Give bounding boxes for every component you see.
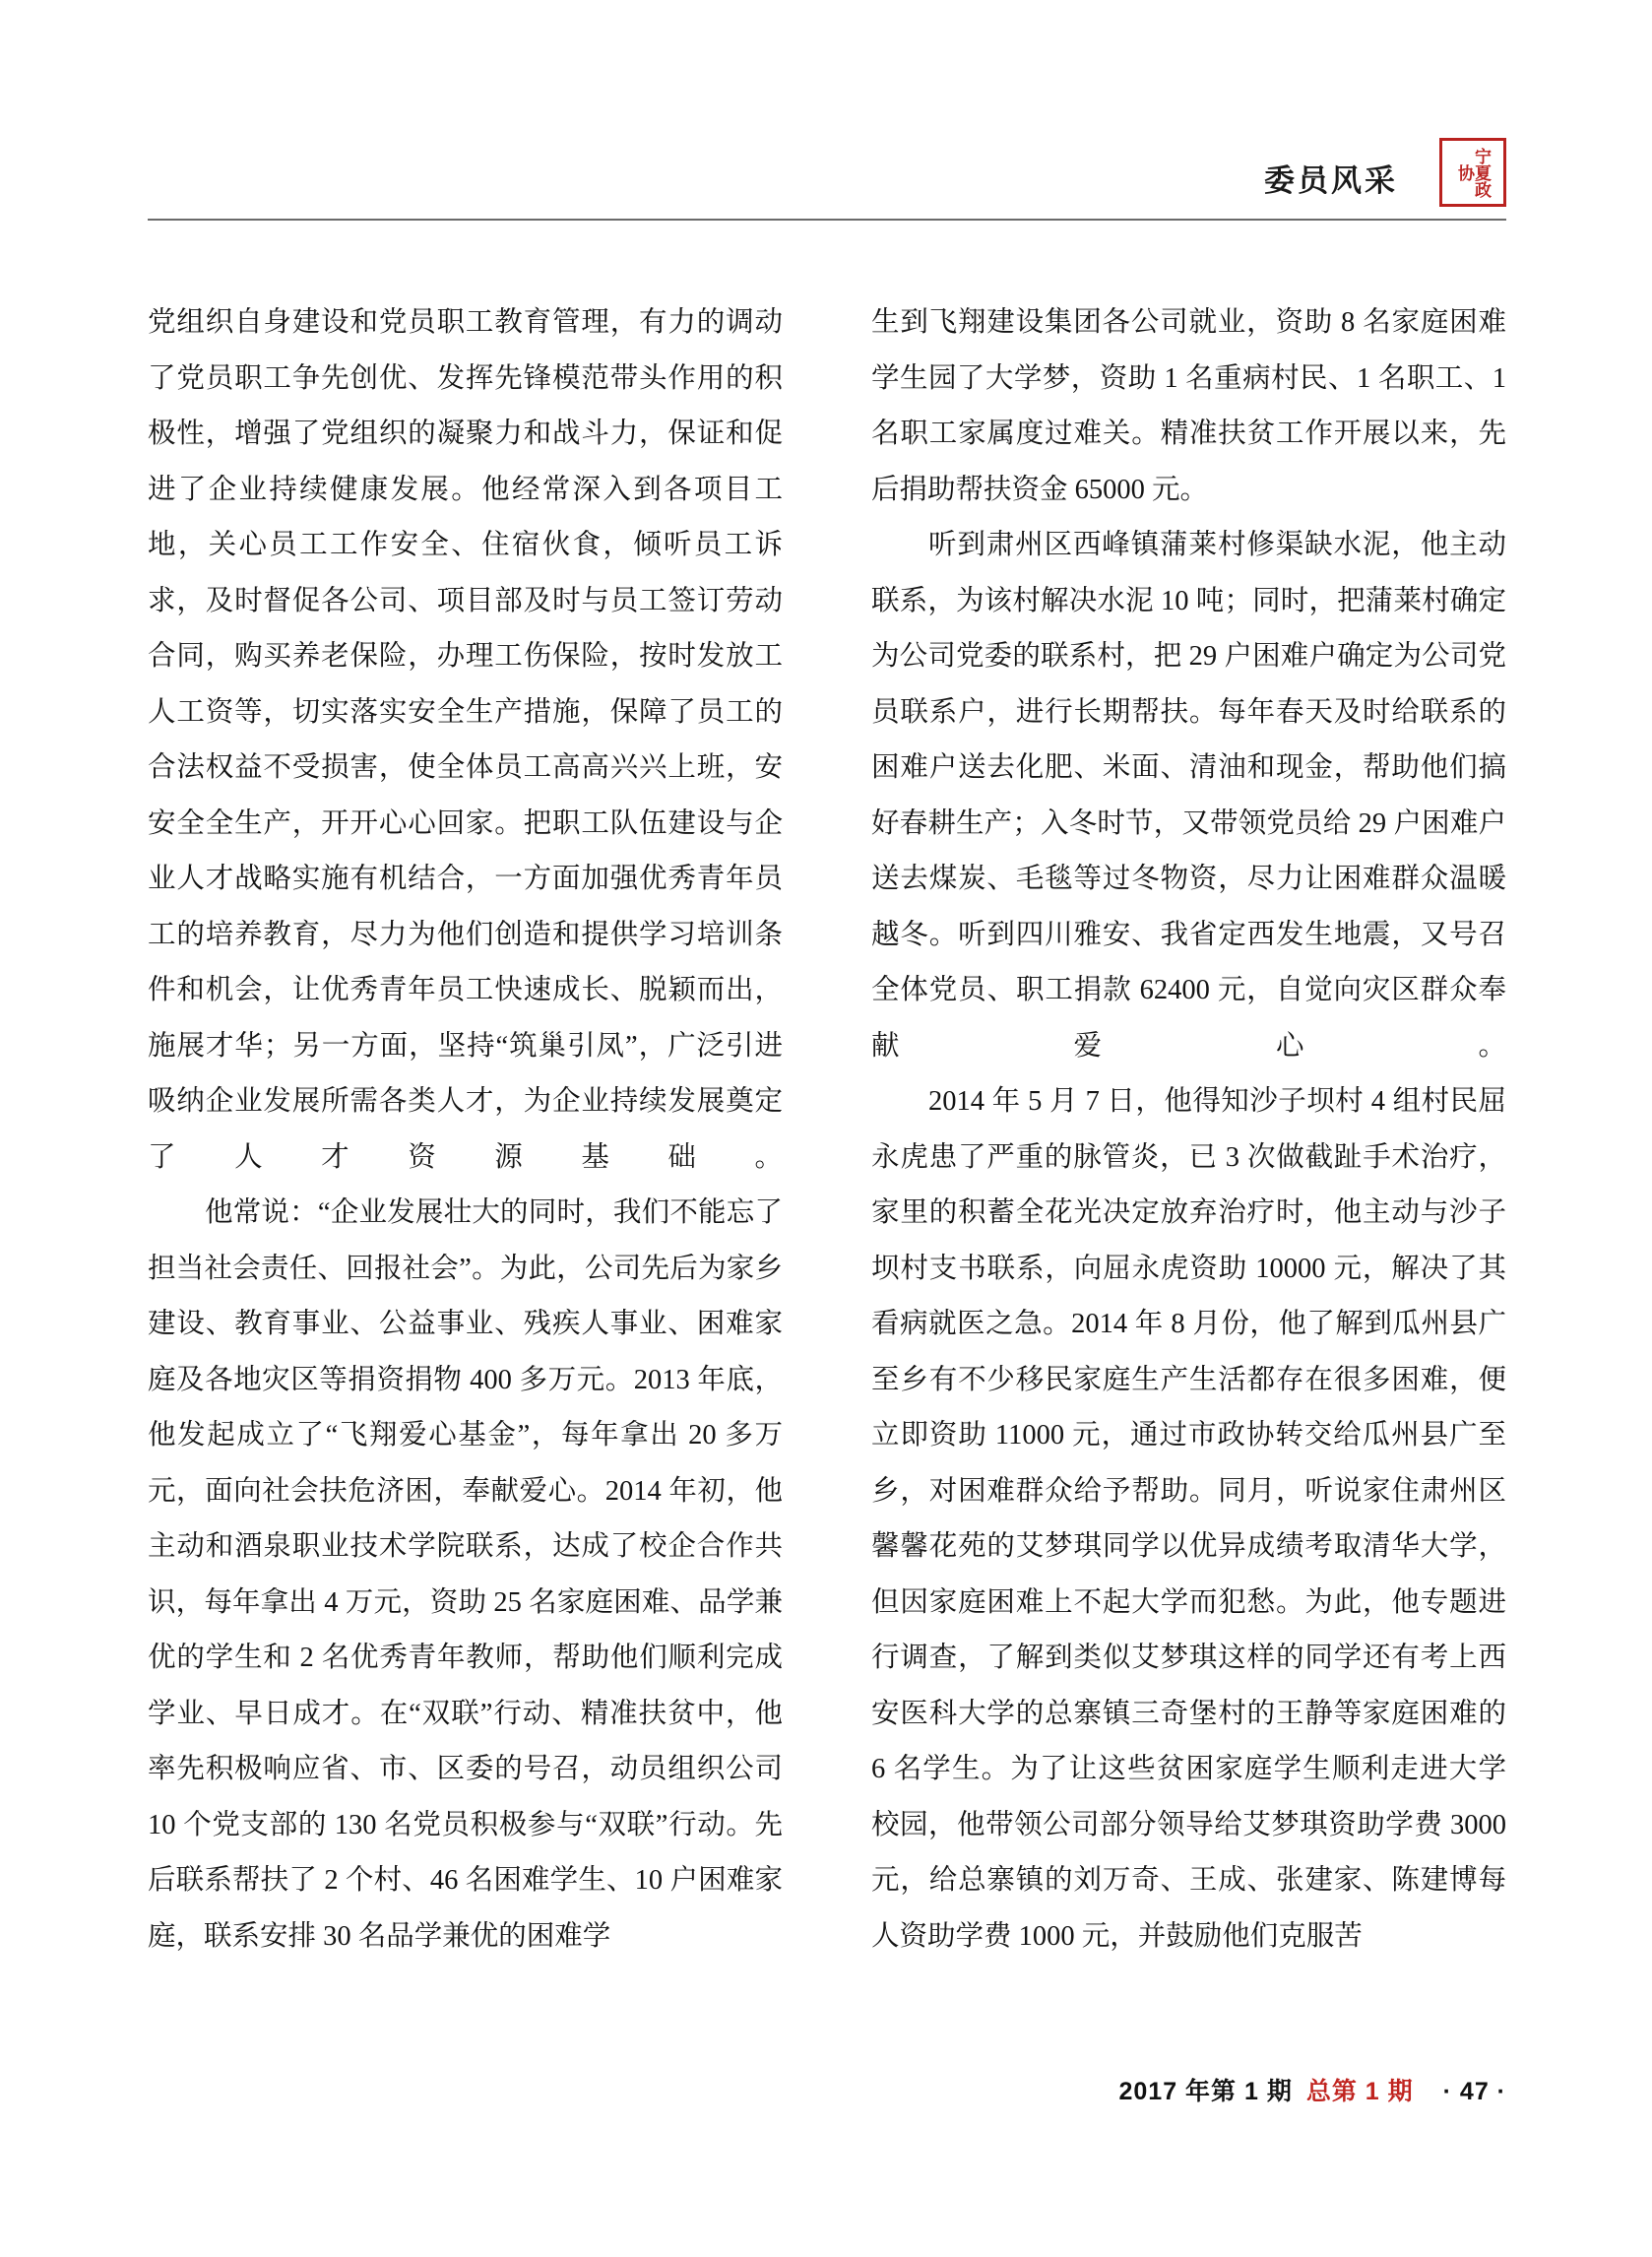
body-columns bbox=[148, 295, 1506, 2068]
footer-content bbox=[1118, 2072, 1506, 2107]
page-header bbox=[148, 138, 1506, 226]
paragraph: 听到肃州区西峰镇蒲莱村修渠缺水泥，他主动联系，为该村解决水泥 10 吨；同时，把蒲莱村确定为公司党委的联系村，把 29 户困难户确定为公司党员联系户，进行长期帮扶。每年春天及时给联系的困难户送去化肥、米面、清油和现金，帮助他们搞好春耕生产；入冬时节，又带领党员给 29 户困难户送去煤炭、毛毯等过冬物资，尽力让困难群众温暖越冬。听到四川雅安、我省定西发生地震，又号召全体党员、职工捐款 62400 元，自觉向灾区群众奉献爱心。 bbox=[871, 530, 1506, 1062]
paragraph: 他常说：“企业发展壮大的同时，我们不能忘了担当社会责任、回报社会”。为此，公司先后为家乡建设、教育事业、公益事业、残疾人事业、困难家庭及各地灾区等捐资捐物 400 多万元。2013 年底，他发起成立了“飞翔爱心基金”，每年拿出 20 多万元，面向社会扶危济困，奉献爱心。2014 年初，他主动和酒泉职业技术学院联系，达成了校企合作共识，每年拿出 4 万元，资助 25 名家庭困难、品学兼优的学生和 2 名优秀青年教师，帮助他们顺利完成学业、早日成才。在“双联”行动、精准扶贫中，他率先积极响应省、市、区委的号召，动员组织公司 10 个党支部的 130 名党员积极参与“双联”行动。先后联系帮扶了 2 个村、46 名困难学生、10 户困难家庭，联系安排 30 名品学兼优的困难学 bbox=[148, 1197, 783, 1952]
footer-date: 2017 年第 1 期 bbox=[1118, 2078, 1293, 2105]
header-divider bbox=[148, 219, 1506, 221]
left-column bbox=[148, 295, 783, 2068]
page-footer bbox=[148, 2072, 1506, 2111]
paragraph: 党组织自身建设和党员职工教育管理，有力的调动了党员职工争先创优、发挥先锋模范带头作用的积极性，增强了党组织的凝聚力和战斗力，保证和促进了企业持续健康发展。他经常深入到各项目工地，关心员工工作安全、住宿伙食，倾听员工诉求，及时督促各公司、项目部及时与员工签订劳动合同，购买养老保险，办理工伤保险，按时发放工人工资等，切实落实安全生产措施，保障了员工的合法权益不受损害，使全体员工高高兴兴上班，安安全全生产，开开心心回家。把职工队伍建设与企业人才战略实施有机结合，一方面加强优秀青年员工的培养教育，尽力为他们创造和提供学习培训条件和机会，让优秀青年员工快速成长、脱颖而出，施展才华；另一方面，坚持“筑巢引凤”，广泛引进吸纳企业发展所需各类人才，为企业持续发展奠定了人才资源基础。 bbox=[148, 307, 783, 1173]
footer-issue: 总第 1 期 bbox=[1305, 2078, 1414, 2105]
journal-seal-icon bbox=[1439, 138, 1506, 207]
journal-seal-text: 宁夏政协 bbox=[1455, 147, 1491, 198]
section-title: 委员风采 bbox=[1264, 163, 1398, 198]
paragraph: 2014 年 5 月 7 日，他得知沙子坝村 4 组村民屈永虎患了严重的脉管炎，已 3 次做截趾手术治疗，家里的积蓄全花光决定放弃治疗时，他主动与沙子坝村支书联系，向屈永虎资助 10000 元，解决了其看病就医之急。2014 年 8 月份，他了解到瓜州县广至乡有不少移民家庭生产生活都存在很多困难，便立即资助 11000 元，通过市政协转交给瓜州县广至乡，对困难群众给予帮助。同月，听说家住肃州区馨馨花苑的艾梦琪同学以优异成绩考取清华大学，但因家庭困难上不起大学而犯愁。为此，他专题进行调查，了解到类似艾梦琪这样的同学还有考上西安医科大学的总寨镇三奇堡村的王静等家庭困难的 6 名学生。为了让这些贫困家庭学生顺利走进大学校园，他带领公司部分领导给艾梦琪资助学费 3000 元，给总寨镇的刘万奇、王成、张建家、陈建博每人资助学费 1000 元，并鼓励他们克服苦 bbox=[871, 1086, 1506, 1952]
right-column bbox=[871, 295, 1506, 2068]
footer-page-number: · 47 · bbox=[1442, 2078, 1506, 2105]
paragraph: 生到飞翔建设集团各公司就业，资助 8 名家庭困难学生园了大学梦，资助 1 名重病村民、1 名职工、1 名职工家属度过难关。精准扶贫工作开展以来，先后捐助帮扶资金 65000 元。 bbox=[871, 307, 1506, 505]
